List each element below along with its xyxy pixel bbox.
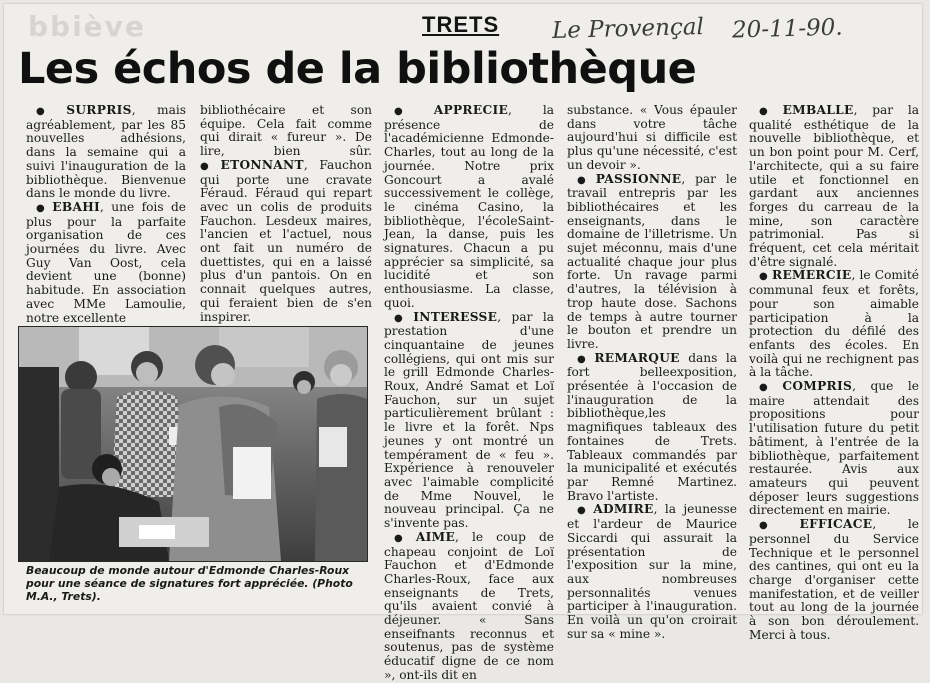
col3-items <box>384 104 554 683</box>
item-text: , la jeunesse et l'ardeur de Maurice Siccardi qui assurait la présentation de l'exposition sur la mine, aux nombreuses personnalités venues participer à l'inauguration. En voilà un qu'on croirait sur sa « mine ». <box>567 502 737 641</box>
article-item <box>749 104 919 269</box>
item-keyword: EBAHI <box>52 199 101 214</box>
item-text: dans la fort belleexposition, présentée à l'occasion de l'inauguration de la bibliothèque,les magnifiques tableaux des fontaines de Trets. Tableaux commandés par la municipalité et exécutés par Remné Martinez. Bravo l'artiste. <box>567 350 737 503</box>
article-item <box>384 311 554 531</box>
item-keyword: REMARQUE <box>594 350 680 365</box>
item-keyword: SURPRIS <box>66 103 132 117</box>
bullet-icon: ● <box>36 106 63 117</box>
item-keyword: APPRECIE <box>433 103 509 117</box>
item-keyword: EFFICACE <box>799 517 873 532</box>
item-keyword: REMERCIE <box>772 268 852 283</box>
col4-items <box>567 173 737 642</box>
item-keyword: INTERESSE <box>413 309 498 324</box>
bullet-icon: ● <box>36 202 49 214</box>
article-item <box>384 531 554 683</box>
faded-masthead-text: bbiève <box>28 10 146 43</box>
event-photo <box>18 326 368 562</box>
item-text: , la présence de l'académicienne Edmonde-Charles, tout au long de la journée. Notre prix Goncourt a avalé successivement le collège, le cinéma Casino, la bibliothèque, l'écoleSaint-Jean, la danse, puis les signatures. Chacun a pu apprécier sa simplicité, sa lucidité et son enthousiasme. La classe, quoi. <box>384 103 554 310</box>
col1-items <box>26 104 186 325</box>
bullet-icon: ● <box>759 520 796 532</box>
bullet-icon: ● <box>394 312 410 324</box>
bullet-icon: ● <box>200 160 217 172</box>
headline: Les échos de la bibliothèque <box>18 44 697 94</box>
bullet-icon: ● <box>394 532 412 544</box>
col2-lead-text: bibliothécaire et son équipe. Cela fait comme qui dirait « fureur ». De lire, bien sûr. <box>200 103 372 159</box>
section-kicker: TRETS <box>422 12 500 37</box>
item-text: , une fois de plus pour la parfaite organisation de ces journées du livre. Avec Guy Van Oost, cela devient une (bonne) habitude. En association avec MMe Lamoulie, notre excellente <box>26 199 186 325</box>
item-text: , par la prestation d'une cinquantaine de jeunes collégiens, qui ont mis sur le grill Edmonde Charles-Roux, André Samat et Loï Fauchon, sur un sujet particulièrement brûlant : le livre et la forêt. Nps jeunes y ont montré un tempérament de « feu ». Expérience à renouveler avec l'aimable complicité de Mme Nouvel, le nouveau principal. Ça ne s'invente pas. <box>384 309 554 531</box>
item-text: , mais agréablement, par les 85 nouvelles adhésions, dans la semaine qui a suivi l'inauguration de la bibliothèque. Bienvenue dans le monde du livre. <box>26 103 186 201</box>
bullet-icon: ● <box>759 106 779 117</box>
article-item <box>26 104 186 201</box>
col5-items <box>749 104 919 642</box>
item-keyword: ADMIRE <box>593 502 654 517</box>
item-text: , que le maire attendait des propositions pour l'utilisation future du petit bâtiment, à l'entrée de la bibliothèque, parfaitement restaurée. Avis aux amateurs qui peuvent déposer leurs suggestions directement en mairie. <box>749 379 919 518</box>
newspaper-clipping <box>4 4 922 682</box>
article-column-4 <box>567 104 737 641</box>
article-item <box>567 173 737 352</box>
article-item <box>749 380 919 518</box>
bullet-icon: ● <box>577 505 590 517</box>
item-text: , par la qualité esthétique de la nouvelle bibliothèque, et un bon point pour M. Cerf, l'architecte, qui a su faire utile et fonctionnel en gardant aux anciennes forges du carreau de la mine, son caractère patrimonial. Pas si fréquent, cet cela méritait d'être signalé. <box>749 103 919 269</box>
article-column-3 <box>384 104 554 683</box>
article-item <box>200 158 372 324</box>
col2-continuation <box>200 104 372 324</box>
bullet-icon: ● <box>759 382 779 394</box>
item-keyword: PASSIONNE <box>595 171 682 186</box>
item-keyword: COMPRIS <box>782 379 853 394</box>
handwritten-source: Le Provençal <box>551 14 705 44</box>
article-item <box>384 104 554 311</box>
item-keyword: AIME <box>415 529 456 544</box>
article-item <box>567 503 737 641</box>
col4-continuation: substance. « Vous épauler dans votre tâche aujourd'hui si difficile est plus qu'une nécessité, c'est un devoir ». <box>567 103 737 172</box>
article-column-2 <box>200 104 372 324</box>
item-text: , le personnel du Service Technique et le personnel des cantines, qui ont eu la charge d'organiser cette manifestation, et de veiller tout au long de la journée à son bon déroulement. Merci à tous. <box>749 517 919 642</box>
bullet-icon: ● <box>394 106 430 117</box>
bullet-icon: ● <box>759 271 769 283</box>
bullet-icon: ● <box>577 353 591 365</box>
item-text: , le coup de chapeau conjoint de Loï Fauchon et d'Edmonde Charles-Roux, face aux enseignants de Trets, qu'ils avaient convié à déjeuner. « Sans enseifnants reconnus et soutenus, pas de système éducatif digne de ce nom », ont-ils dit en <box>384 529 554 682</box>
photo-caption: Beaucoup de monde autour d'Edmonde Charles-Roux pour une séance de signatures fort appréciée. (Photo M.A., Trets). <box>26 564 353 603</box>
item-text: , le Comité communal feux et forêts, pour son aimable participation à la protection du défilé des enfants des écoles. En voilà qui ne rechignent pas à la tâche. <box>749 268 919 380</box>
article-item <box>749 518 919 642</box>
article-column-1 <box>26 104 186 325</box>
article-item <box>26 201 186 325</box>
col2-items <box>200 158 372 324</box>
bullet-icon: ● <box>577 174 592 186</box>
handwritten-date: 20-11-90. <box>731 14 843 44</box>
item-keyword: EMBALLE <box>782 103 854 117</box>
item-keyword: ETONNANT <box>220 157 304 172</box>
article-item <box>567 352 737 504</box>
article-item <box>749 269 919 380</box>
item-text: , Fauchon qui porte une cravate Féraud. Féraud qui repart avec un colis de produits Fauchon. Lesdeux maires, l'ancien et l'actuel, nous ont fait un numéro de duettistes, qui en a laissé plus d'un pantois. On en connait quelques autres, qui feraient bien de s'en inspirer. <box>200 157 372 324</box>
article-column-5 <box>749 104 919 642</box>
item-text: , par le travail entrepris par les bibliothécaires et les enseignants, dans le domaine de l'illetrisme. Un sujet méconnu, mais d'une actualité chaque jour plus forte. Un ravage parmi d'autres, la télévision à trop haute dose. Sachons de temps à autre tourner le bouton et prendre un livre. <box>567 171 737 351</box>
